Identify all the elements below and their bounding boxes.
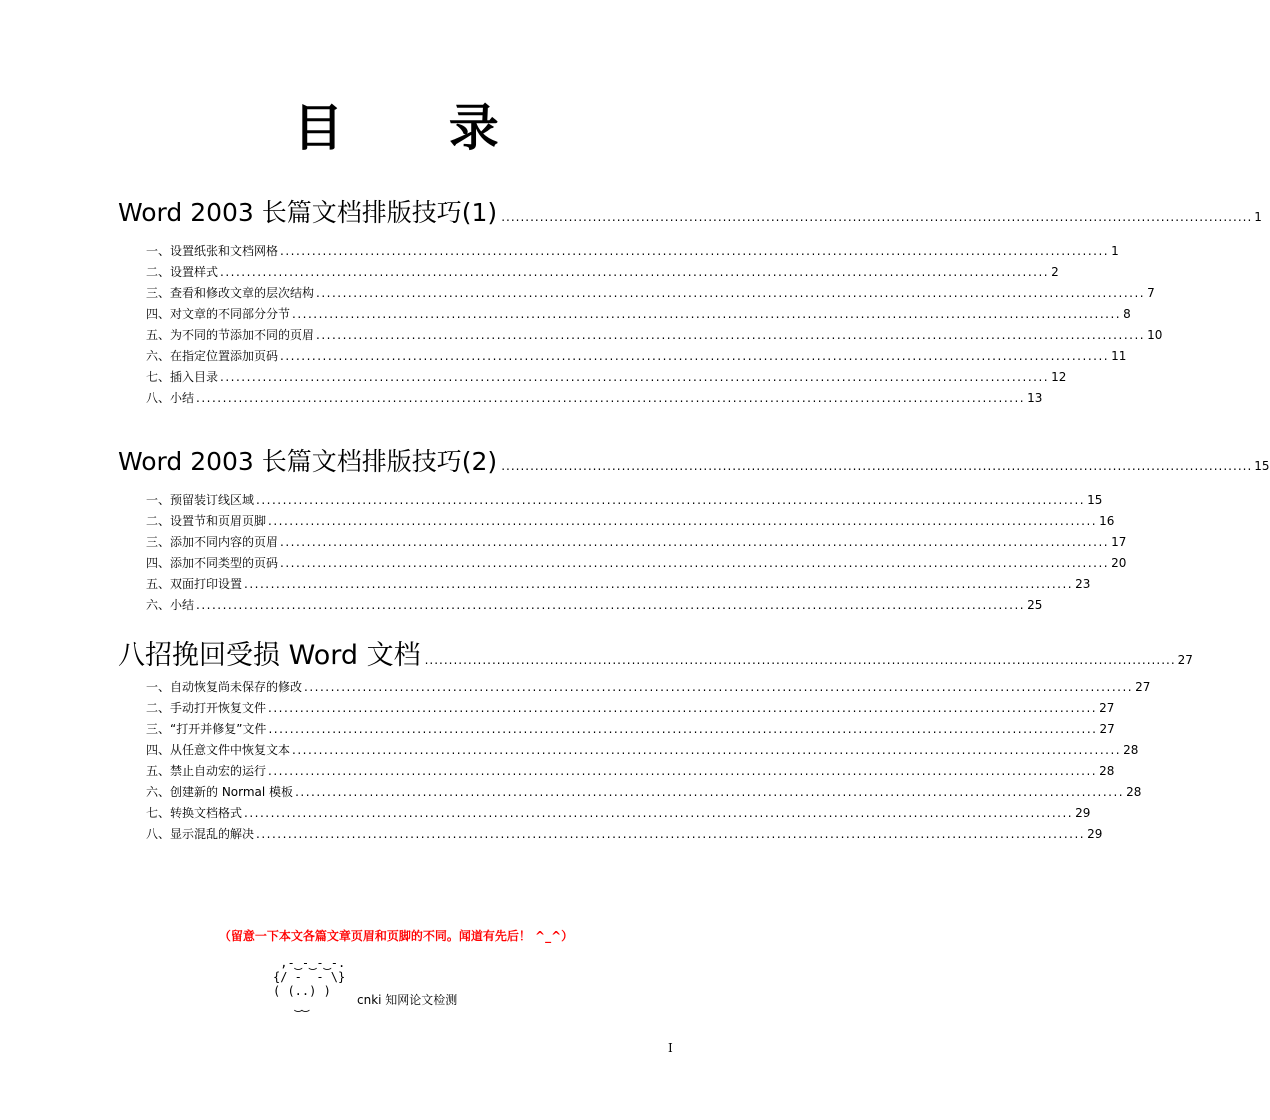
section-page-number: 27 [1177,653,1193,667]
section-page-number: 15 [1254,459,1270,473]
dot-leader: ............................................................................................................................................................ [268,514,1098,528]
entry-page-number: 16 [1099,514,1115,528]
entry-page-number: 20 [1111,556,1127,570]
dot-leader: ............................................................................................................................................................ [316,328,1146,342]
entry-page-number: 12 [1051,370,1067,384]
toc-entry[interactable] [146,677,1151,698]
toc-entry[interactable] [146,283,1155,304]
dot-leader: ............................................................................................................................................................ [292,743,1122,757]
entry-text: 四、从任意文件中恢复文本 [146,743,291,757]
toc-entry[interactable] [146,824,1103,845]
toc-entry[interactable] [146,532,1127,553]
dot-leader: ............................................................................................................................................................ [196,391,1026,405]
toc-entry[interactable] [146,325,1163,346]
dot-leader: ............................................................................................................................................................ [280,244,1110,258]
entry-page-number: 10 [1147,328,1163,342]
toc-entry-list [146,677,1151,845]
dot-leader: ............................................................................................................................................................ [268,764,1098,778]
dot-leader: ............................................................................................................................................................ [244,577,1074,591]
entry-page-number: 1 [1111,244,1119,258]
entry-page-number: 13 [1027,391,1043,405]
dot-leader: ............................................................................................................................................................ [196,598,1026,612]
entry-text: 四、对文章的不同部分分节 [146,307,291,321]
entry-text: 五、为不同的节添加不同的页眉 [146,328,315,342]
entry-text: 七、插入目录 [146,370,219,384]
toc-entry[interactable] [146,262,1059,283]
dot-leader: ............................................................................................................................................................ [316,286,1146,300]
entry-text: 三、添加不同内容的页眉 [146,535,279,549]
toc-entry[interactable] [146,553,1127,574]
entry-text: 八、小结 [146,391,195,405]
dot-leader: ............................................................................................................................................................ [292,307,1122,321]
dot-leader: ............................................................................................................................................................ [501,459,1253,473]
toc-section-heading[interactable] [118,446,1270,478]
toc-entry[interactable] [146,511,1115,532]
entry-text: 五、禁止自动宏的运行 [146,764,267,778]
entry-text: 四、添加不同类型的页码 [146,556,279,570]
entry-page-number: 27 [1099,701,1115,715]
entry-page-number: 2 [1051,265,1059,279]
entry-page-number: 7 [1147,286,1155,300]
dot-leader: ............................................................................................................................................................ [268,701,1098,715]
section-heading-text: Word 2003 长篇文档排版技巧(2) [118,447,498,476]
toc-entry[interactable] [146,304,1131,325]
toc-section-heading[interactable] [118,197,1262,229]
toc-entry[interactable] [146,346,1127,367]
toc-entry[interactable] [146,574,1091,595]
entry-page-number: 27 [1135,680,1151,694]
toc-entry[interactable] [146,388,1043,409]
entry-text: 六、小结 [146,598,195,612]
entry-text: 六、创建新的 Normal 模板 [146,785,294,799]
toc-entry[interactable] [146,367,1067,388]
entry-page-number: 8 [1123,307,1131,321]
dot-leader: ............................................................................................................................................................ [244,806,1074,820]
dot-leader: ............................................................................................................................................................ [280,349,1110,363]
entry-text: 五、双面打印设置 [146,577,243,591]
page-number: I [668,1041,673,1055]
entry-page-number: 29 [1075,806,1091,820]
caption-text: cnki 知网论文检测 [357,993,458,1007]
entry-page-number: 11 [1111,349,1127,363]
dot-leader: ............................................................................................................................................................ [256,827,1086,841]
section-page-number: 1 [1254,210,1262,224]
toc-section-heading[interactable] [118,640,1193,672]
dot-leader: ............................................................................................................................................................ [220,265,1050,279]
page-title: 目 录 [293,99,543,157]
dot-leader: ............................................................................................................................................................ [501,210,1253,224]
toc-entry[interactable] [146,241,1119,262]
toc-entry-list [146,490,1127,616]
entry-text: 三、“打开并修复”文件 [146,722,267,736]
entry-page-number: 28 [1126,785,1142,799]
toc-entry-list [146,241,1163,409]
toc-entry[interactable] [146,719,1115,740]
footer-note: （留意一下本文各篇文章页眉和页脚的不同。闻道有先后！ ^_^） [218,929,574,943]
entry-text: 二、手动打开恢复文件 [146,701,267,715]
entry-text: 六、在指定位置添加页码 [146,349,279,363]
entry-page-number: 15 [1087,493,1103,507]
entry-page-number: 29 [1087,827,1103,841]
dot-leader: ............................................................................................................................................................ [295,785,1125,799]
entry-text: 二、设置样式 [146,265,219,279]
entry-page-number: 27 [1099,722,1115,736]
entry-text: 一、预留装订线区域 [146,493,255,507]
ascii-face-art: ,-‿-‿-‿-. {/ - - \} ( (..) ) ‿‿ [273,956,346,1012]
entry-page-number: 28 [1123,743,1139,757]
entry-page-number: 25 [1027,598,1043,612]
entry-text: 七、转换文档格式 [146,806,243,820]
dot-leader: ............................................................................................................................................................ [304,680,1134,694]
dot-leader: ............................................................................................................................................................ [280,535,1110,549]
entry-text: 一、设置纸张和文档网格 [146,244,279,258]
toc-entry[interactable] [146,740,1139,761]
entry-text: 八、显示混乱的解决 [146,827,255,841]
entry-page-number: 17 [1111,535,1127,549]
dot-leader: ............................................................................................................................................................ [280,556,1110,570]
toc-entry[interactable] [146,490,1103,511]
entry-page-number: 28 [1099,764,1115,778]
dot-leader: ............................................................................................................................................................ [268,722,1098,736]
dot-leader: ............................................................................................................................................................ [256,493,1086,507]
entry-text: 二、设置节和页眉页脚 [146,514,267,528]
entry-text: 三、查看和修改文章的层次结构 [146,286,315,300]
toc-entry[interactable] [146,761,1115,782]
entry-page-number: 23 [1075,577,1091,591]
toc-entry[interactable] [146,803,1091,824]
dot-leader: ............................................................................................................................................................ [220,370,1050,384]
toc-entry[interactable] [146,595,1043,616]
entry-text: 一、自动恢复尚未保存的修改 [146,680,303,694]
section-heading-text: Word 2003 长篇文档排版技巧(1) [118,198,498,227]
toc-entry[interactable] [146,698,1115,719]
section-heading-text: 八招挽回受损 Word 文档 [118,640,421,671]
toc-entry[interactable] [146,782,1142,803]
dot-leader: ............................................................................................................................................................ [424,653,1176,667]
